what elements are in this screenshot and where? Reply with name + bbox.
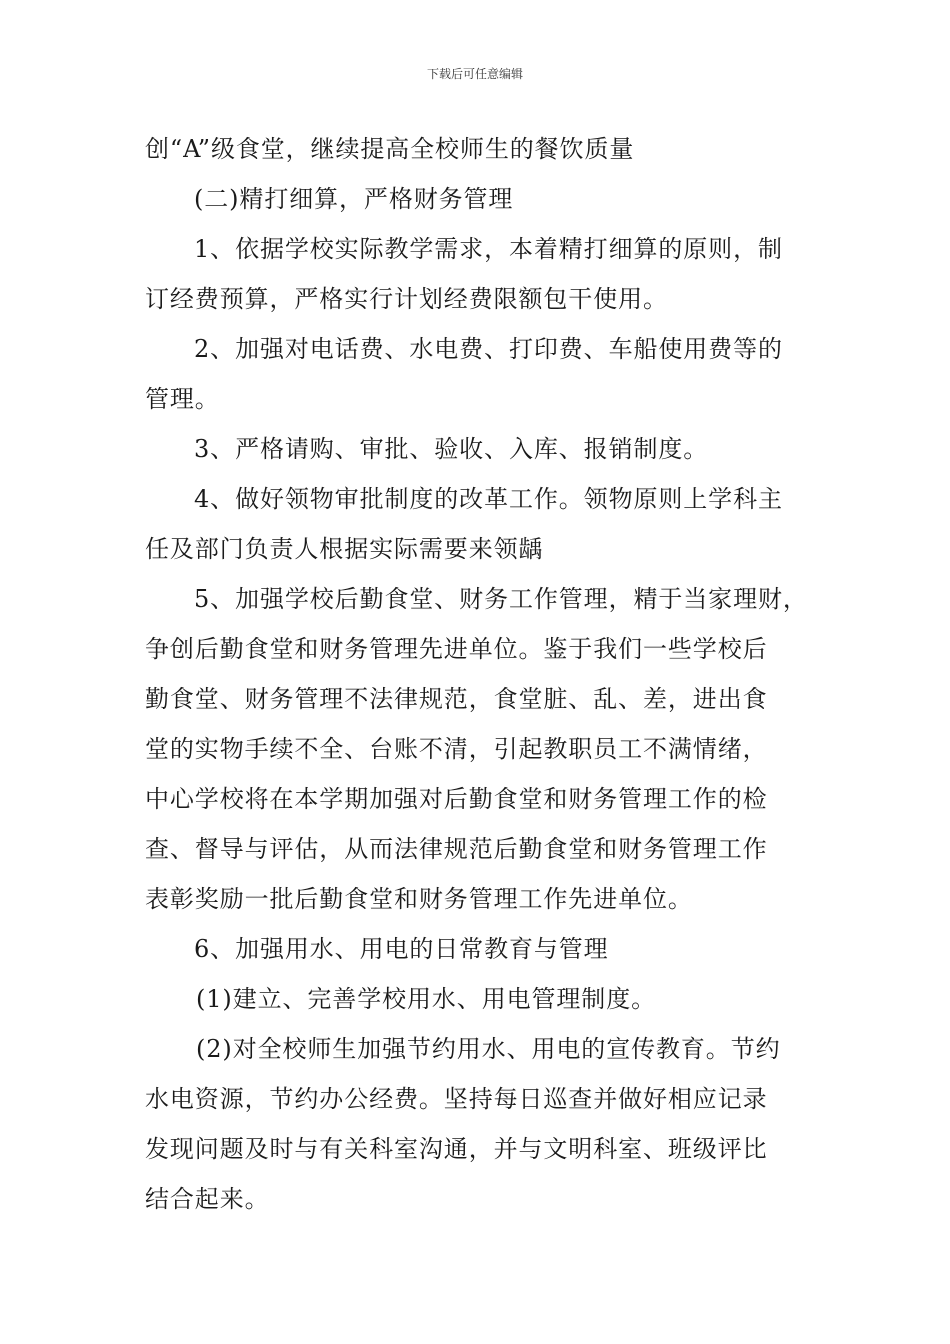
paragraph-line: 争创后勤食堂和财务管理先进单位。鉴于我们一些学校后 [145, 635, 768, 663]
paragraph-line: (2)对全校师生加强节约用水、用电的宣传教育。节约 [196, 1035, 781, 1063]
paragraph-line: 水电资源，节约办公经费。坚持每日巡查并做好相应记录 [145, 1085, 768, 1113]
paragraph-line: 表彰奖励一批后勤食堂和财务管理工作先进单位。 [145, 885, 693, 913]
page-header-note: 下载后可任意编辑 [426, 67, 523, 81]
paragraph-line: (1)建立、完善学校用水、用电管理制度。 [196, 985, 656, 1013]
paragraph-line: 6、加强用水、用电的日常教育与管理 [194, 935, 609, 963]
paragraph-line: 结合起来。 [145, 1185, 270, 1213]
section-heading: (二)精打细算，严格财务管理 [194, 185, 514, 213]
paragraph-line: 查、督导与评估，从而法律规范后勤食堂和财务管理工作 [145, 835, 768, 863]
paragraph-line: 管理。 [145, 385, 220, 413]
paragraph-line: 1、依据学校实际教学需求，本着精打细算的原则，制 [194, 235, 783, 263]
paragraph-line: 中心学校将在本学期加强对后勤食堂和财务管理工作的检 [145, 785, 768, 813]
paragraph-line: 创“A”级食堂，继续提高全校师生的餐饮质量 [145, 135, 635, 163]
paragraph-line: 勤食堂、财务管理不法律规范，食堂脏、乱、差，进出食 [145, 685, 768, 713]
paragraph-line: 发现问题及时与有关科室沟通，并与文明科室、班级评比 [145, 1135, 768, 1163]
paragraph-line: 5、加强学校后勤食堂、财务工作管理，精于当家理财， [194, 585, 808, 613]
document-body [145, 124, 810, 1224]
paragraph-line: 3、严格请购、审批、验收、入库、报销制度。 [194, 435, 709, 463]
paragraph-line: 堂的实物手续不全、台账不清，引起教职员工不满情绪， [145, 735, 768, 763]
paragraph-line: 4、做好领物审批制度的改革工作。领物原则上学科主 [194, 485, 783, 513]
paragraph-line: 订经费预算，严格实行计划经费限额包干使用。 [145, 285, 668, 313]
paragraph-line: 任及部门负责人根据实际需要来领龋 [145, 535, 544, 563]
paragraph-line: 2、加强对电话费、水电费、打印费、车船使用费等的 [194, 335, 783, 363]
